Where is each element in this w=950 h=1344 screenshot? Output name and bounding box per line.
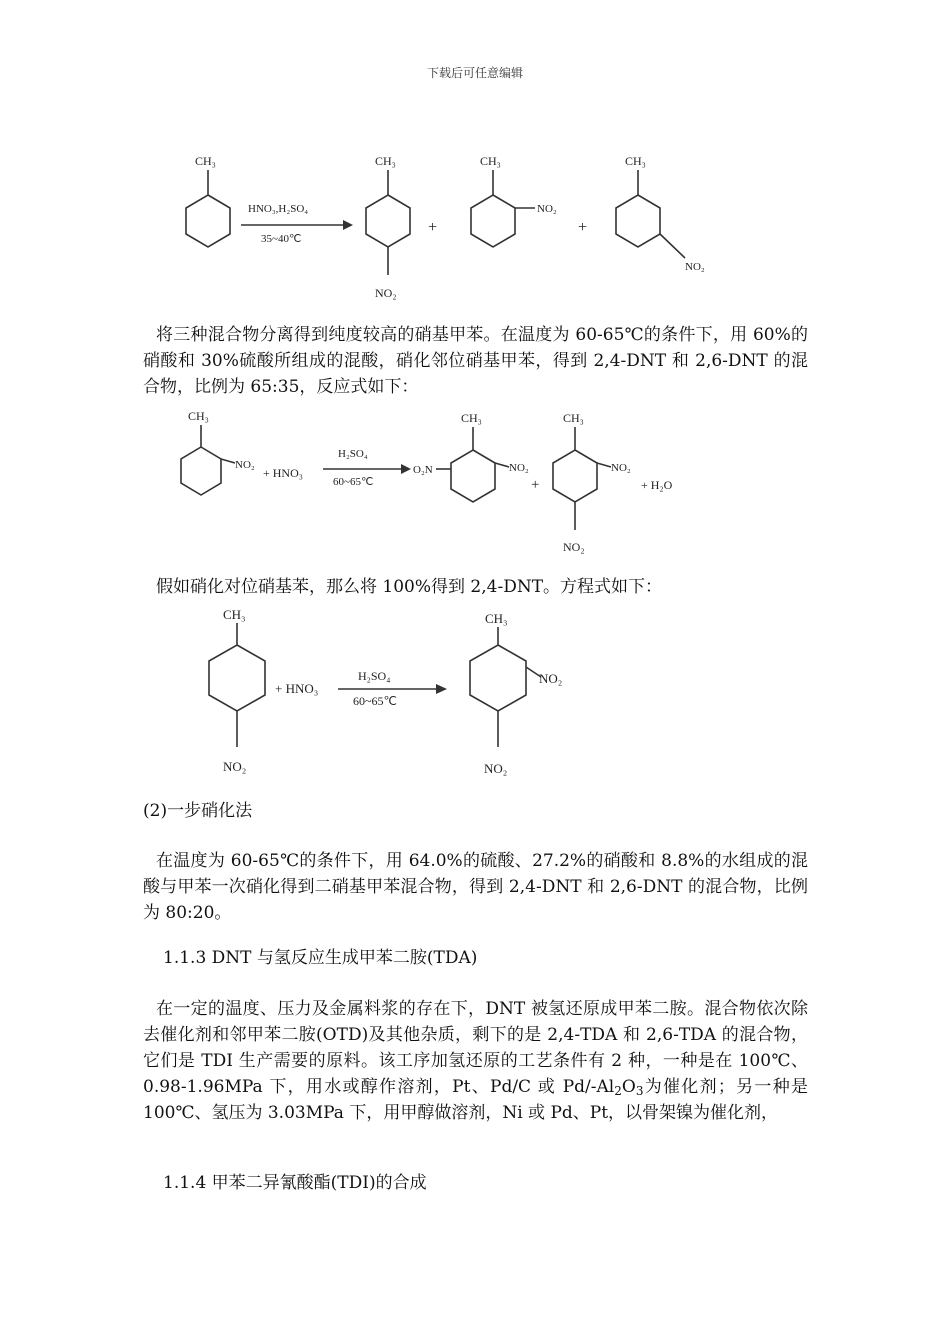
reagents-bottom: 35~40℃ [261,233,302,245]
plus-sign: + [578,219,588,236]
section-heading-one-step: (2)一步硝化法 [143,801,253,821]
reagents-bottom: 60~65℃ [333,476,374,488]
plus-sign: + [428,219,438,236]
ch3-label: CH₃ [625,154,646,168]
section-heading-1-1-4: 1.1.4 甲苯二异氰酸酯(TDI)的合成 [163,1173,427,1193]
paragraph-para-nitration: 假如硝化对位硝基苯，那么将 100%得到 2,4-DNT。方程式如下： [156,577,663,597]
no2-label: NO₂ [509,462,529,474]
page-header: 下载后可任意编辑 [426,66,523,80]
no2-label: NO₂ [563,540,585,554]
reagents-top: HNO₃,H₂SO₄ [248,203,309,215]
ch3-label: CH₃ [375,154,396,168]
ch3-label: CH₃ [461,411,482,425]
reaction-scheme-toluene-nitration [173,150,763,310]
hno3-label: + HNO₃ [263,466,303,480]
no2-label: NO₂ [375,286,397,300]
o2n-label: O₂N [413,464,433,476]
reaction-scheme-o-nitrotoluene [163,405,723,560]
h2o-label: + H₂O [641,478,673,492]
no2-label: NO₂ [685,261,705,273]
hno3-label: + HNO₃ [275,681,319,696]
no2-label: NO₂ [484,761,508,776]
reaction-scheme-p-nitrotoluene [193,605,613,785]
ch3-label: CH₃ [485,611,508,626]
ch3-label: CH₃ [223,607,246,622]
reagents-top: H₂SO₄ [358,669,391,683]
reagents-bottom: 60~65℃ [353,694,397,708]
ch3-label: CH₃ [563,411,584,425]
plus-sign: + [531,477,540,493]
no2-label: NO₂ [537,203,557,215]
ch3-label: CH₃ [480,154,501,168]
no2-label: NO₂ [235,459,255,471]
no2-label: NO₂ [611,462,631,474]
paragraph-two-step-nitration: 将三种混合物分离得到纯度较高的硝基甲苯。在温度为 60-65℃的条件下，用 60%的硝酸和 30%硫酸所组成的混酸，硝化邻位硝基甲苯，得到 2,4-DNT 和 2,6-DNT 的混合物，比例为 65:35，反应式如下： [143,325,808,397]
paragraph-one-step-nitration: 在温度为 60-65℃的条件下，用 64.0%的硫酸、27.2%的硝酸和 8.8%的水组成的混酸与甲苯一次硝化得到二硝基甲苯混合物，得到 2,4-DNT 和 2,6-DNT 的混合物，比例为 80:20。 [143,851,808,923]
section-heading-1-1-3: 1.1.3 DNT 与氢反应生成甲苯二胺(TDA) [163,948,478,968]
ch3-label: CH₃ [195,154,216,168]
no2-label: NO₂ [223,759,247,774]
paragraph-hydrogenation: 在一定的温度、压力及金属料浆的存在下，DNT 被氢还原成甲苯二胺。混合物依次除去催化剂和邻甲苯二胺(OTD)及其他杂质，剩下的是 2,4-TDA 和 2,6-TDA 的混合物，它们是 TDI 生产需要的原料。该工序加氢还原的工艺条件有 2 种，一种是在 100℃、0.98-1.96MPa 下，用水或醇作溶剂，Pt、Pd/C 或 $Pd/-Al_2O_3$为催化剂；另一种是 100℃、氢压为 3.03MPa 下，用甲醇做溶剂，Ni 或 Pd、Pt，以骨架镍为催化剂， [143,999,808,1123]
no2-label: NO₂ [539,671,563,686]
ch3-label: CH₃ [188,409,209,423]
reagents-top: H₂SO₄ [338,448,368,460]
